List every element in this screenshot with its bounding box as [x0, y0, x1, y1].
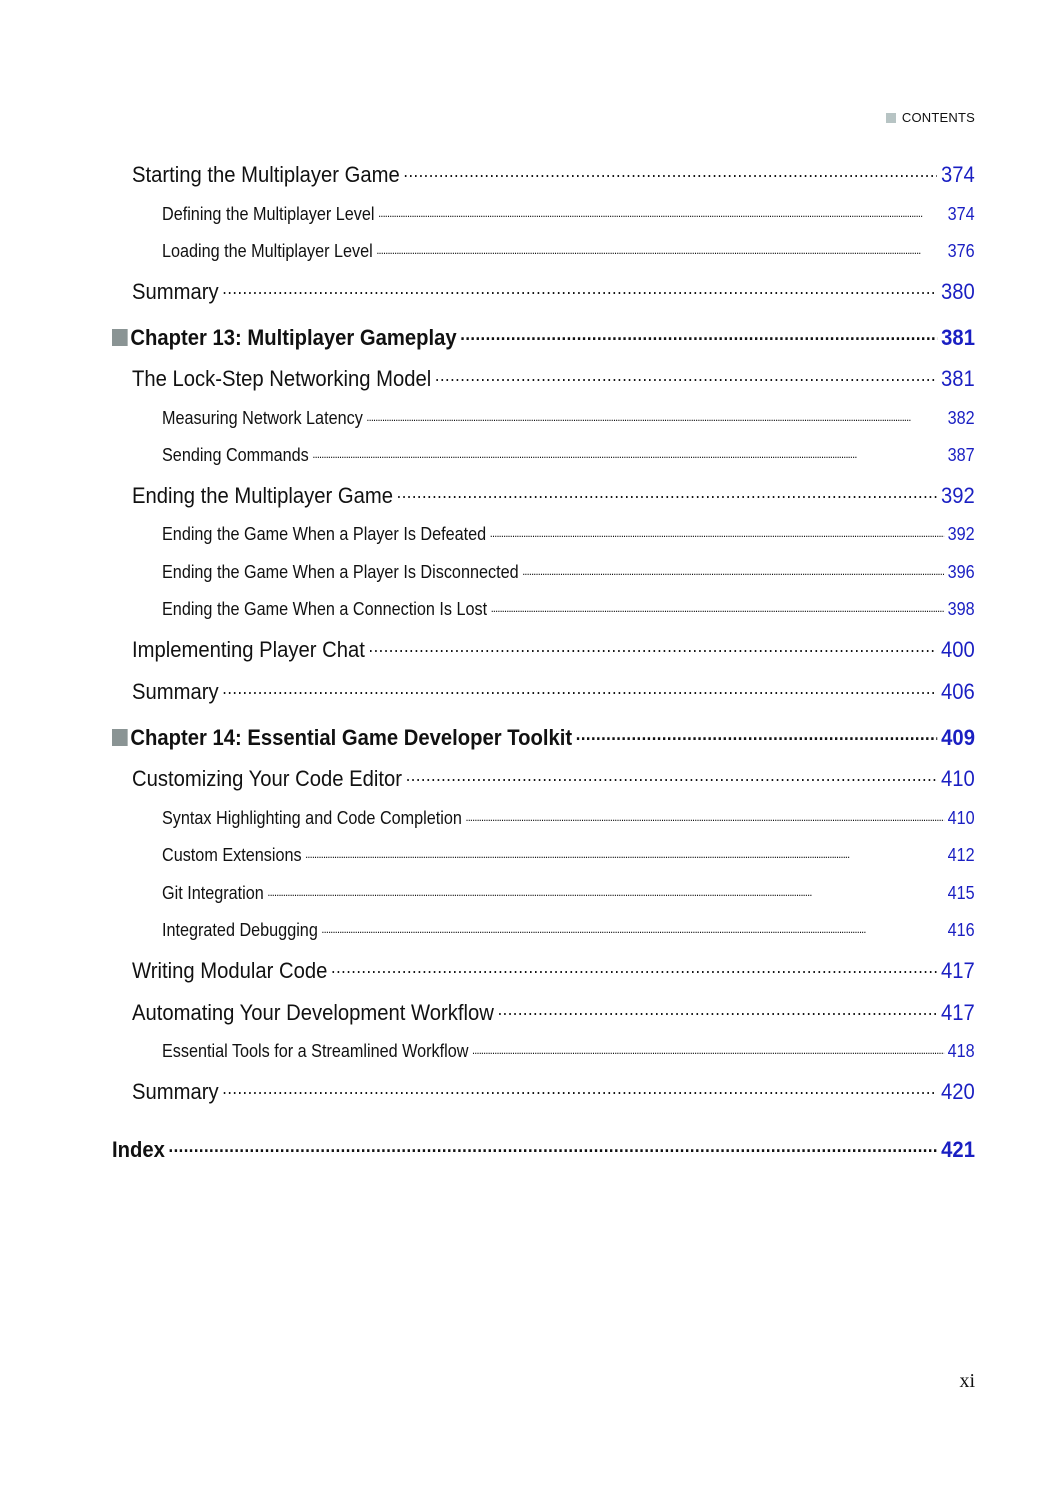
- toc-entry-title: Essential Tools for a Streamlined Workflow: [162, 1041, 469, 1061]
- leader-dots: [491, 597, 944, 615]
- leader-dots: [369, 635, 938, 657]
- toc-entry-title: Integrated Debugging: [162, 920, 318, 940]
- toc-entry[interactable]: [132, 481, 975, 509]
- toc-entry-page: 410: [940, 766, 975, 791]
- toc-entry-page: 415: [947, 883, 975, 903]
- toc-entry-page: 416: [947, 920, 975, 940]
- toc-index-entry[interactable]: [112, 1135, 975, 1163]
- toc-entry[interactable]: [162, 560, 975, 583]
- toc-entry-page: 387: [947, 445, 975, 465]
- toc-entry-title: Custom Extensions: [162, 845, 302, 865]
- toc-entry-title: [112, 725, 572, 751]
- toc-entry[interactable]: [162, 202, 975, 225]
- toc-entry-title: [112, 325, 457, 351]
- page-number: xi: [959, 1370, 975, 1392]
- leader-dots: [366, 406, 944, 424]
- leader-dots: [460, 323, 937, 345]
- toc-entry[interactable]: [162, 406, 975, 429]
- toc-entry-page: 374: [947, 204, 975, 224]
- toc-entry-page: 421: [941, 1137, 975, 1162]
- toc-entry[interactable]: [162, 881, 975, 904]
- leader-dots: [222, 277, 937, 299]
- leader-dots: [267, 881, 944, 899]
- toc-chapter-entry[interactable]: [112, 723, 975, 751]
- toc-entry-page: 382: [947, 408, 975, 428]
- toc-entry[interactable]: [162, 522, 975, 545]
- toc-entry-title: Measuring Network Latency: [162, 408, 363, 428]
- leader-dots: [522, 560, 944, 578]
- toc-entry-title: Ending the Game When a Connection Is Lost: [162, 599, 488, 619]
- toc-entry-page: 380: [940, 279, 975, 304]
- leader-dots: [376, 239, 944, 257]
- leader-dots: [403, 160, 937, 182]
- toc-entry-page: 420: [940, 1079, 975, 1104]
- chapter-square-icon: [112, 729, 128, 746]
- toc-entry-page: 417: [940, 958, 975, 983]
- toc-entry-title: Git Integration: [162, 883, 264, 903]
- running-header: [886, 110, 975, 125]
- toc-entry-page: 396: [947, 562, 975, 582]
- leader-dots: [406, 764, 938, 786]
- leader-dots: [305, 843, 944, 861]
- leader-dots: [222, 1077, 937, 1099]
- toc-entry-page: 374: [940, 162, 975, 187]
- leader-dots: [169, 1135, 938, 1157]
- toc-entry-title: Loading the Multiplayer Level: [162, 241, 373, 261]
- toc-entry-title: Summary: [132, 279, 219, 304]
- leader-dots: [312, 443, 944, 461]
- toc-entry[interactable]: [132, 635, 975, 663]
- header-label: CONTENTS: [901, 110, 975, 125]
- toc-entry-title: Index: [112, 1137, 165, 1162]
- leader-dots: [472, 1039, 944, 1057]
- toc-entry-title: Starting the Multiplayer Game: [132, 162, 400, 187]
- toc-entry-page: 412: [947, 845, 975, 865]
- leader-dots: [378, 202, 944, 220]
- toc-entry-title: Ending the Multiplayer Game: [132, 483, 394, 508]
- toc-entry-page: 392: [947, 524, 975, 544]
- chapter-title-text: Chapter 14: Essential Game Developer Toolkit: [130, 725, 573, 750]
- toc-entry-page: 381: [941, 325, 975, 350]
- toc-chapter-entry[interactable]: [112, 323, 975, 351]
- toc-entry-page: 400: [940, 637, 975, 662]
- toc-entry-page: 392: [940, 483, 975, 508]
- toc-entry-title: Implementing Player Chat: [132, 637, 365, 662]
- toc-entry-title: The Lock-Step Networking Model: [132, 366, 432, 391]
- toc-entry-page: 409: [941, 725, 975, 750]
- chapter-square-icon: [112, 329, 128, 346]
- toc-entry[interactable]: [162, 1039, 975, 1062]
- toc-entry[interactable]: [132, 1077, 975, 1105]
- toc-entry-title: Sending Commands: [162, 445, 309, 465]
- toc-entry[interactable]: [162, 239, 975, 262]
- leader-dots: [321, 918, 944, 936]
- leader-dots: [576, 723, 938, 745]
- toc-entry-title: Ending the Game When a Player Is Defeated: [162, 524, 487, 544]
- leader-dots: [222, 677, 937, 699]
- toc-entry[interactable]: [132, 277, 975, 305]
- toc-entry[interactable]: [162, 806, 975, 829]
- leader-dots: [397, 481, 938, 503]
- toc-entry-title: Customizing Your Code Editor: [132, 766, 403, 791]
- toc-entry[interactable]: [132, 677, 975, 705]
- toc-entry-title: Writing Modular Code: [132, 958, 328, 983]
- toc-entry-page: 381: [940, 366, 975, 391]
- toc-entry[interactable]: [132, 956, 975, 984]
- toc-entry-page: 417: [940, 1000, 975, 1025]
- toc-entry[interactable]: [132, 364, 975, 392]
- toc-entry-title: Automating Your Development Workflow: [132, 1000, 494, 1025]
- toc-entry-title: Summary: [132, 679, 219, 704]
- leader-dots: [465, 806, 944, 824]
- toc-entry-title: Ending the Game When a Player Is Disconnected: [162, 562, 519, 582]
- header-square-icon: [886, 113, 896, 123]
- toc-entry[interactable]: [132, 764, 975, 792]
- toc-entry-page: 410: [947, 808, 975, 828]
- toc-entry[interactable]: [132, 160, 975, 188]
- toc-entry-title: Summary: [132, 1079, 219, 1104]
- toc-entry[interactable]: [132, 998, 975, 1026]
- toc-entry-title: Syntax Highlighting and Code Completion: [162, 808, 462, 828]
- toc-entry[interactable]: [162, 918, 975, 941]
- toc-entry-page: 418: [947, 1041, 975, 1061]
- leader-dots: [435, 364, 937, 386]
- leader-dots: [498, 998, 938, 1020]
- toc-entry[interactable]: [162, 443, 975, 466]
- toc-entry[interactable]: [162, 597, 975, 620]
- leader-dots: [331, 956, 937, 978]
- toc-entry[interactable]: [162, 843, 975, 866]
- toc-entry-page: 376: [947, 241, 975, 261]
- toc-entry-title: Defining the Multiplayer Level: [162, 204, 375, 224]
- toc-entry-page: 406: [940, 679, 975, 704]
- toc-entry-page: 398: [947, 599, 975, 619]
- chapter-title-text: Chapter 13: Multiplayer Gameplay: [130, 325, 457, 350]
- leader-dots: [490, 522, 944, 540]
